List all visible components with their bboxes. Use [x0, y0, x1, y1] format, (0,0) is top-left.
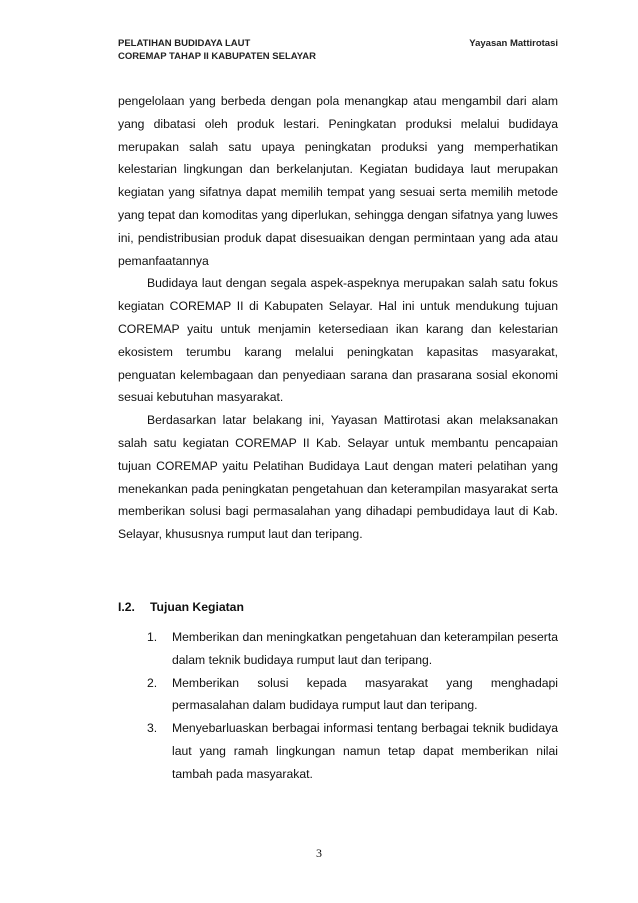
list-item	[147, 717, 558, 785]
paragraph-continuation: pengelolaan yang berbeda dengan pola menangkap atau mengambil dari alam yang dibatasi oleh produk lestari. Peningkatan produksi melalui budidaya merupakan salah satu upaya peningkatan produksi yang memperhatikan kelestarian lingkungan dan berkelanjutan. Kegiatan budidaya laut merupakan kegiatan yang sifatnya dapat memilih tempat yang sesuai serta memilih metode yang tepat dan komoditas yang diperlukan, sehingga dengan sifatnya yang luwes ini, pendistribusian produk dapat disesuaikan dengan permintaan yang ada atau pemanfaatannya	[118, 94, 558, 268]
paragraph-focus: Budidaya laut dengan segala aspek-aspeknya merupakan salah satu fokus kegiatan COREMAP II di Kabupaten Selayar. Hal ini untuk mendukung tujuan COREMAP yaitu untuk menjamin ketersediaan ikan karang dan kelestarian ekosistem terumbu karang melalui peningkatan kapasitas masyarakat, penguatan kelembagaan dan penyediaan sarana dan prasarana sosial ekonomi sesuai kebutuhan masyarakat.	[118, 276, 558, 405]
list-marker: 1.	[147, 630, 158, 644]
header-program-subtitle: COREMAP TAHAP II KABUPATEN SELAYAR	[118, 50, 316, 62]
section-heading	[118, 596, 558, 619]
page-number: 3	[316, 846, 322, 860]
page-header	[118, 38, 558, 63]
section-title: Tujuan Kegiatan	[150, 600, 244, 614]
section-number: I.2.	[118, 600, 135, 614]
list-marker: 2.	[147, 675, 158, 690]
paragraph-background: Berdasarkan latar belakang ini, Yayasan Mattirotasi akan melaksanakan salah satu kegiatan COREMAP II Kab. Selayar untuk membantu pencapaian tujuan COREMAP yaitu Pelatihan Budidaya Laut dengan materi pelatihan yang menekankan pada peningkatan pengetahuan dan keterampilan masyarakat serta memberikan solusi bagi permasalahan yang dihadapi pembudidaya laut di Kab. Selayar, khususnya rumput laut dan teripang.	[118, 413, 558, 542]
list-item-text: Menyebarluaskan berbagai informasi tentang berbagai teknik budidaya laut yang ramah lingkungan namun tetap dapat memberikan nilai tambah pada masyarakat.	[172, 721, 558, 781]
list-item-text: Memberikan solusi kepada masyarakat yang menghadapi permasalahan dalam budidaya rumput laut dan teripang.	[172, 675, 558, 713]
list-item-text: Memberikan dan meningkatkan pengetahuan dan keterampilan peserta dalam teknik budidaya rumput laut dan teripang.	[172, 630, 558, 667]
list-item	[147, 672, 558, 718]
header-program-title: PELATIHAN BUDIDAYA LAUT	[118, 38, 251, 49]
list-marker: 3.	[147, 721, 158, 736]
list-item	[147, 626, 558, 672]
objectives-list	[147, 626, 558, 786]
header-organization: Yayasan Mattirotasi	[469, 38, 558, 49]
body-text	[118, 90, 558, 546]
